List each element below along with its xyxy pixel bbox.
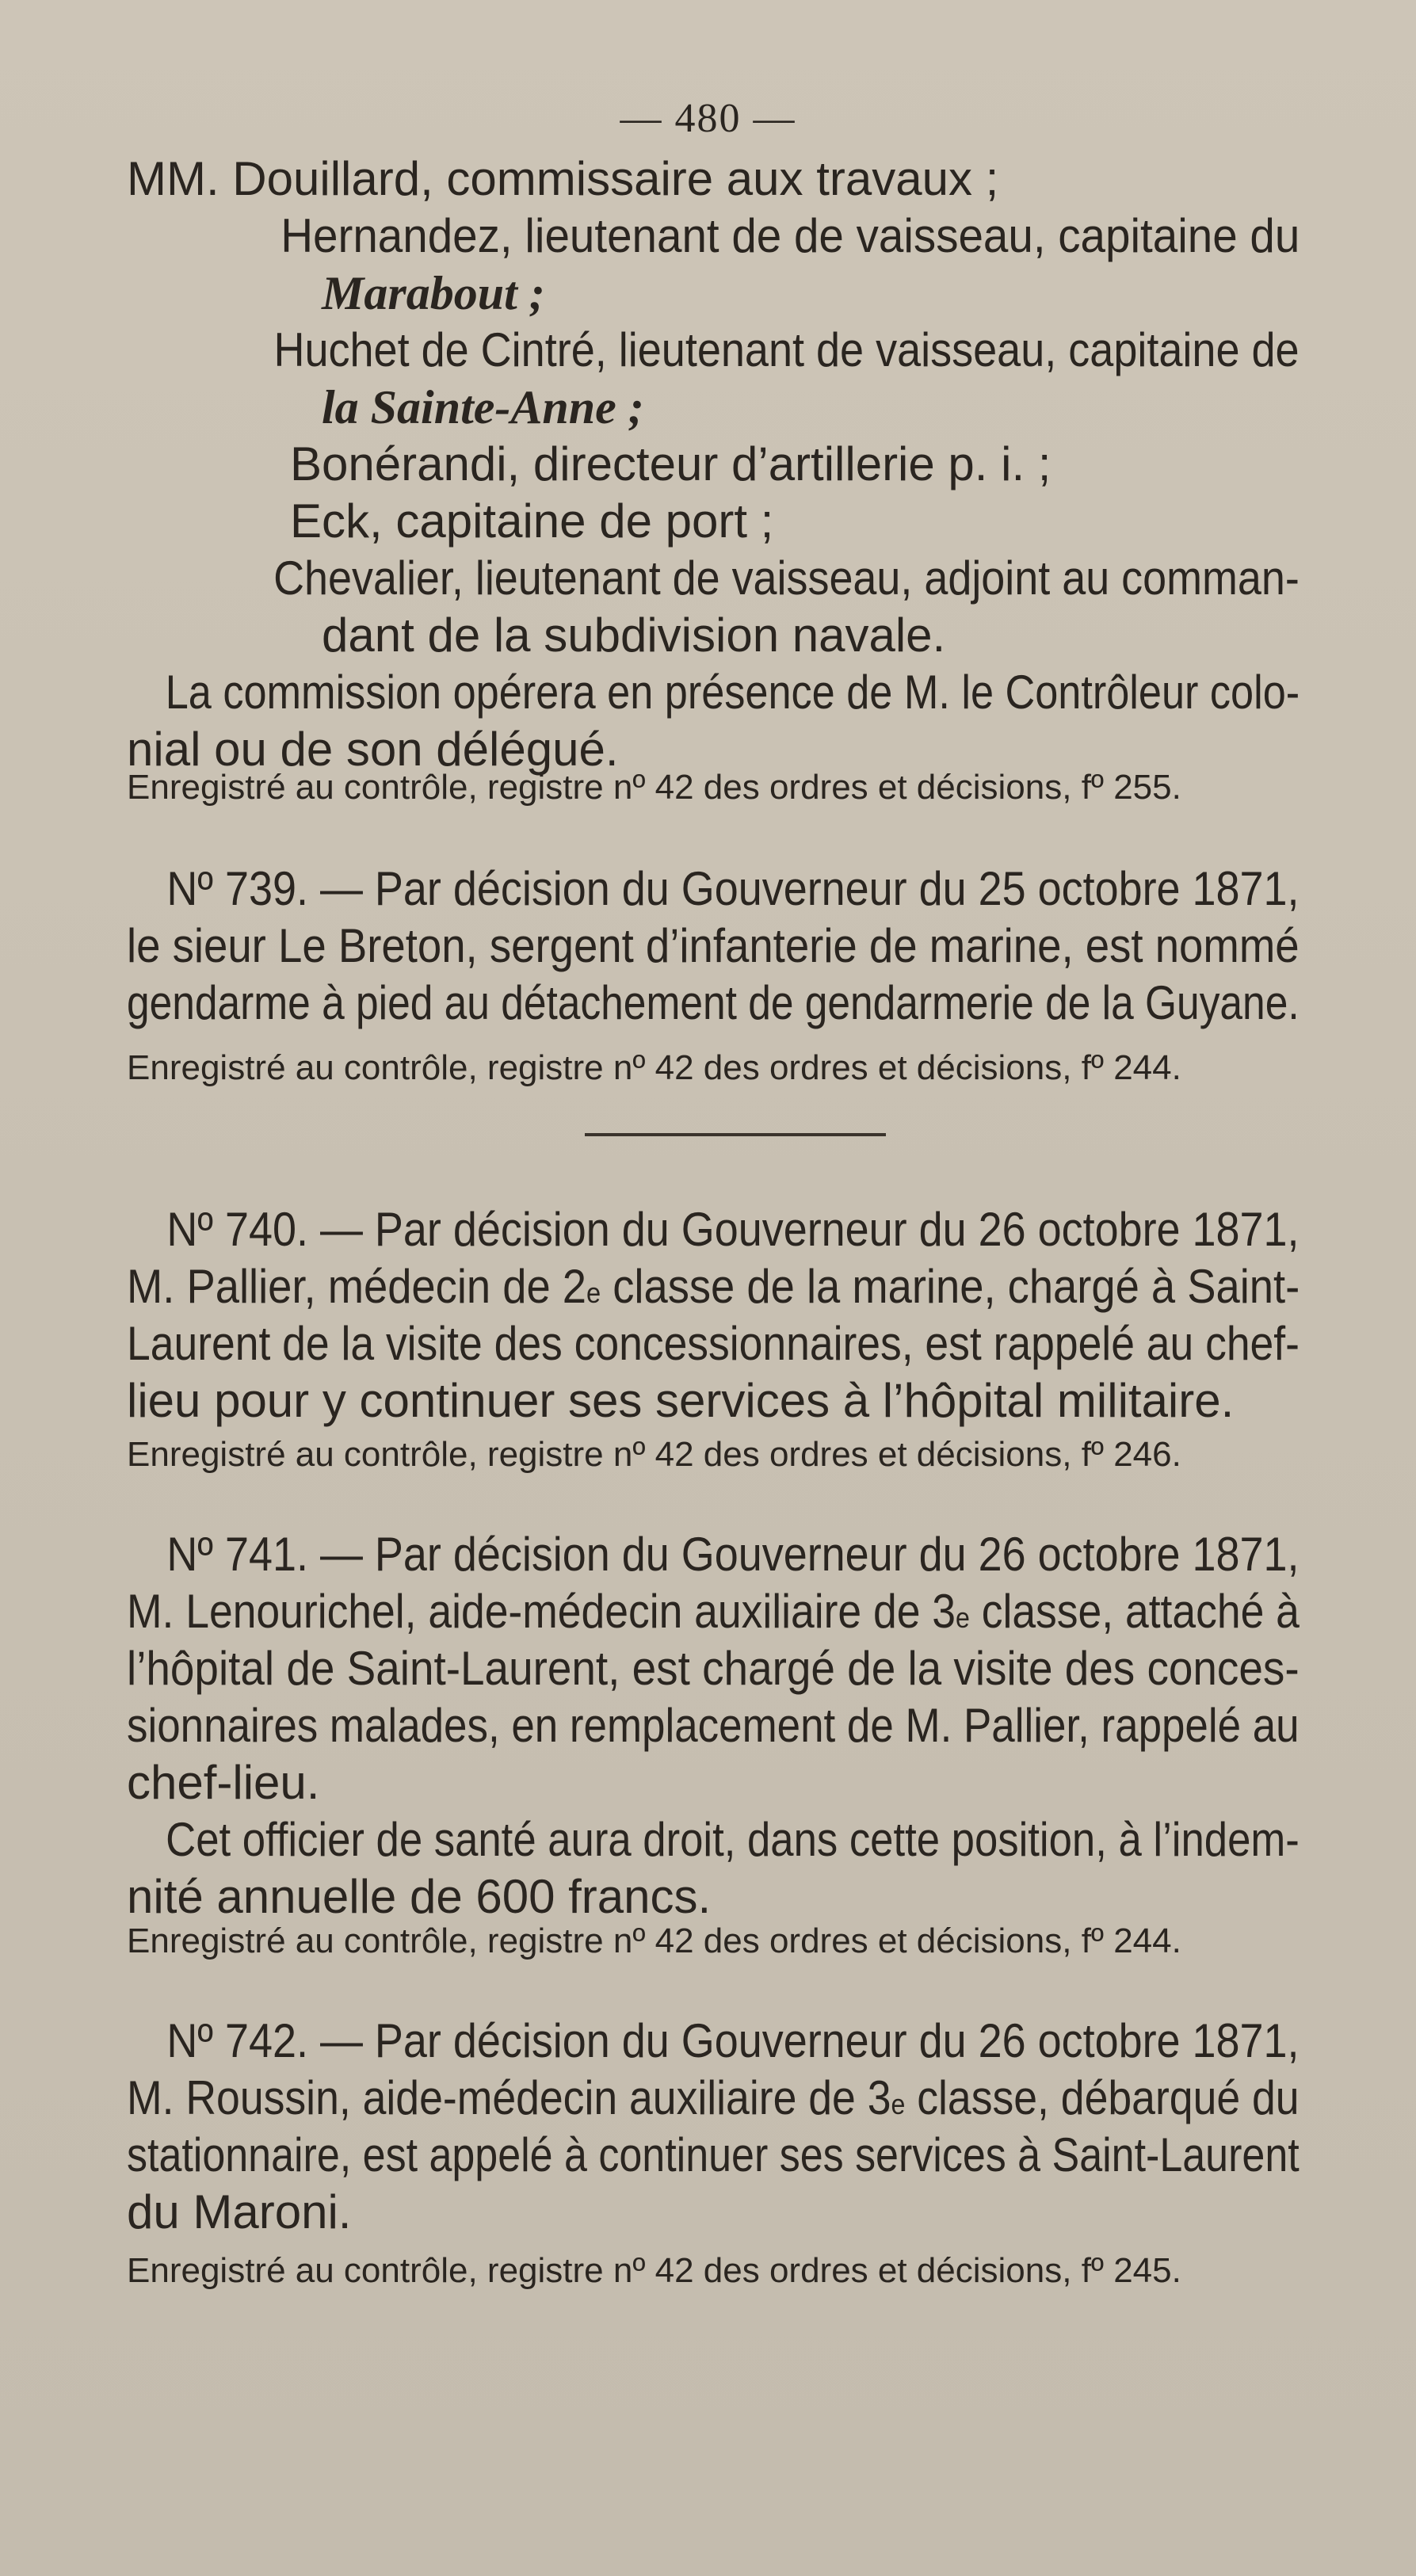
decision-742 (127, 2013, 1300, 2241)
decision-line: nité annuelle de 600 francs. (127, 1870, 712, 1923)
registration-note: Enregistré au contrôle, registre nº 42 des ordres et décisions, fº 244. (127, 1922, 1181, 1960)
decision-line: chef-lieu. (127, 1756, 320, 1809)
decision-line: lieu pour y continuer ses services à l’hôpital militaire. (127, 1374, 1235, 1427)
commission-line: Eck, capitaine de port ; (290, 494, 774, 548)
decision-line: M. Lenourichel, aide-médecin auxiliaire de 3e classe, attaché à (127, 1585, 1300, 1638)
decision-line: sionnaires malades, en remplacement de M. Pallier, rappelé au (127, 1699, 1300, 1752)
commission-line: La commission opérera en présence de M. le Contrôleur colo- (165, 666, 1300, 719)
decision-line: gendarme à pied au détachement de gendarmerie de la Guyane. (127, 976, 1300, 1029)
decision-line: Nº 739. — Par décision du Gouverneur du 25 octobre 1871, (166, 862, 1300, 915)
commission-line: dant de la subdivision navale. (322, 609, 946, 662)
commission-line: Hernandez, lieutenant de de vaisseau, capitaine du (281, 209, 1300, 262)
registration-note: Enregistré au contrôle, registre nº 42 des ordres et décisions, fº 244. (127, 1048, 1181, 1087)
ship-name: Marabout ; (322, 267, 545, 319)
decision-line: Nº 741. — Par décision du Gouverneur du 26 octobre 1871, (166, 1528, 1300, 1581)
decision-line: du Maroni. (127, 2185, 352, 2238)
decision-739 (127, 861, 1300, 1032)
decision-line: stationnaire, est appelé à continuer ses services à Saint-Laurent (127, 2128, 1300, 2181)
commission-section (127, 151, 1300, 778)
registration-note: Enregistré au contrôle, registre nº 42 des ordres et décisions, fº 246. (127, 1435, 1181, 1474)
decision-741 (127, 1526, 1300, 1925)
page-number: — 480 — (620, 96, 796, 141)
commission-line: Bonérandi, directeur d’artillerie p. i. ; (290, 437, 1052, 490)
decision-line: M. Pallier, médecin de 2e classe de la marine, chargé à Saint- (127, 1260, 1300, 1313)
commission-line: nial ou de son délégué. (127, 723, 619, 776)
decision-line: le sieur Le Breton, sergent d’infanterie de marine, est nommé (127, 919, 1300, 972)
decision-740 (127, 1201, 1300, 1429)
decision-line: Cet officier de santé aura droit, dans cette position, à l’indem- (166, 1813, 1300, 1866)
decision-line: Nº 740. — Par décision du Gouverneur du 26 octobre 1871, (166, 1203, 1300, 1256)
decision-line: Nº 742. — Par décision du Gouverneur du 26 octobre 1871, (166, 2014, 1300, 2067)
decision-line: l’hôpital de Saint-Laurent, est chargé de la visite des conces- (127, 1642, 1300, 1695)
commission-line: MM. Douillard, commissaire aux travaux ; (127, 152, 999, 205)
decision-line: Laurent de la visite des concessionnaires, est rappelé au chef- (127, 1317, 1300, 1370)
commission-line: Chevalier, lieutenant de vaisseau, adjoint au comman- (273, 551, 1300, 605)
registration-note: Enregistré au contrôle, registre nº 42 des ordres et décisions, fº 245. (127, 2251, 1181, 2290)
ship-name: la Sainte-Anne ; (322, 381, 644, 433)
registration-note: Enregistré au contrôle, registre nº 42 des ordres et décisions, fº 255. (127, 768, 1181, 807)
section-divider (585, 1133, 886, 1136)
commission-line: Huchet de Cintré, lieutenant de vaisseau, capitaine de (273, 323, 1300, 376)
decision-line: M. Roussin, aide-médecin auxiliaire de 3e classe, débarqué du (127, 2071, 1300, 2124)
